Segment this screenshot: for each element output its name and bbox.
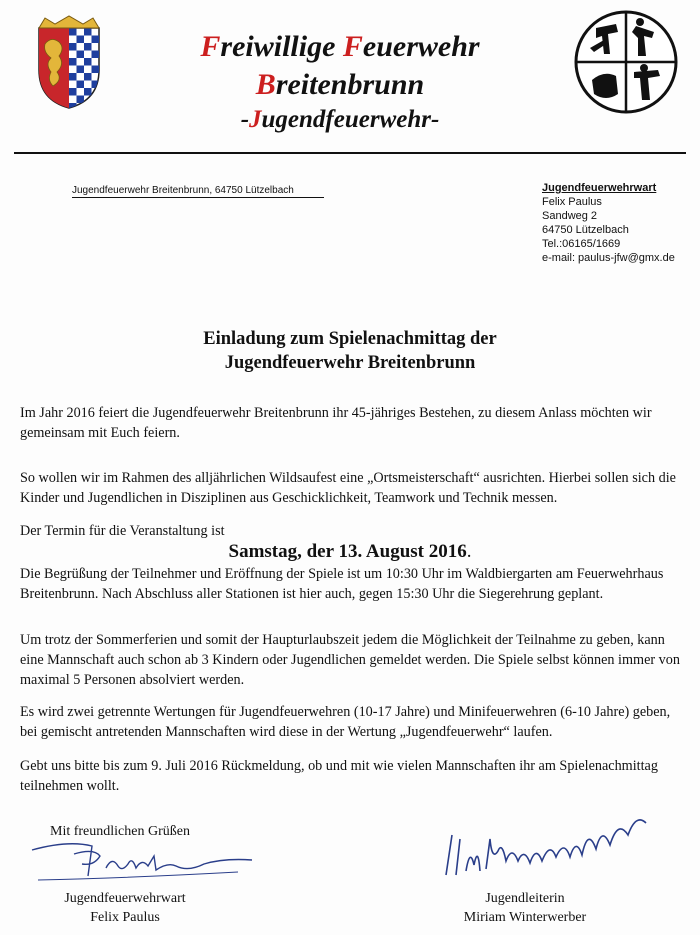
paragraph-ratings: Es wird zwei getrennte Wertungen für Jugendfeuerwehren (10-17 Jahre) und Minifeuerwehren (6-10 Jahre) geben, bei gemischt antretenden Mannschaften wird diese in der Wertung „Jugendfeuerwehr“ laufen. xyxy=(20,704,671,740)
header-divider xyxy=(14,152,686,154)
header-subtitle: -Jugendfeuerwehr- xyxy=(240,106,440,133)
document-title xyxy=(0,327,700,375)
contact-phone: Tel.:06165/1669 xyxy=(542,238,621,250)
signature-right-name: Miriam Winterwerber xyxy=(463,910,587,925)
paragraph-schedule: Die Begrüßung der Teilnehmer und Eröffnung der Spiele ist um 10:30 Uhr im Waldbiergarten am Feuerwehrhaus Breitenbrunn. Nach Abschluss aller Stationen ist hier auch, gegen 15:30 Uhr die Siegerehrung geplant. xyxy=(20,566,664,602)
signature-right-role: Jugendleiterin xyxy=(485,891,565,906)
signature-left-name: Felix Paulus xyxy=(90,910,160,925)
title-line1: Einladung zum Spielenachmittag der xyxy=(203,329,497,349)
paragraph-event: So wollen wir im Rahmen des alljährlichen Wildsaufest eine „Ortsmeisterschaft“ ausrichten. Hierbei sollen sich die Kinder und Jugendlichen in Disziplinen aus Geschicklichkeit, Teamwork und Technik messen. xyxy=(20,470,676,506)
paragraph-date-intro: Der Termin für die Veranstaltung ist xyxy=(20,523,225,539)
contact-street: Sandweg 2 xyxy=(542,210,598,222)
title-line2: Jugendfeuerwehr Breitenbrunn xyxy=(224,353,476,373)
contact-name: Felix Paulus xyxy=(542,196,602,208)
signature-left-block xyxy=(30,889,220,927)
fire-brigade-emblem-icon xyxy=(574,10,678,114)
coat-of-arms-icon xyxy=(35,14,103,110)
signature-left-role: Jugendfeuerwehrwart xyxy=(64,891,186,906)
signature-right-block xyxy=(430,889,620,927)
contact-email: e-mail: paulus-jfw@gmx.de xyxy=(542,252,675,264)
header-title-line1: Freiwillige Feuerwehr xyxy=(200,30,480,63)
event-date: Samstag, der 13. August 2016. xyxy=(228,541,472,562)
header-title-line2: Breitenbrunn xyxy=(255,68,425,101)
contact-title: Jugendfeuerwehrwart xyxy=(542,182,657,194)
contact-city: 64750 Lützelbach xyxy=(542,224,629,236)
sender-address-line: Jugendfeuerwehr Breitenbrunn, 64750 Lützelbach xyxy=(72,185,324,198)
signature-right-icon xyxy=(440,805,670,885)
paragraph-teams: Um trotz der Sommerferien und somit der Haupturlaubszeit jedem die Möglichkeit der Teilnahme zu geben, kann eine Mannschaft auch schon ab 3 Kindern oder Jugendlichen gemeldet werden. Die Spiele selbst können immer von maximal 5 Personen absolviert werden. xyxy=(20,632,680,688)
signature-left-icon xyxy=(28,838,258,888)
paragraph-feedback: Gebt uns bitte bis zum 9. Juli 2016 Rückmeldung, ob und mit wie vielen Mannschaften ihr am Spielenachmittag teilnehmen wollt. xyxy=(20,758,658,794)
contact-block xyxy=(542,181,675,265)
paragraph-intro: Im Jahr 2016 feiert die Jugendfeuerwehr Breitenbrunn ihr 45-jähriges Bestehen, zu diesem Anlass möchten wir gemeinsam mit Euch feiern. xyxy=(20,405,652,441)
closing-greeting: Mit freundlichen Grüßen xyxy=(50,824,190,839)
